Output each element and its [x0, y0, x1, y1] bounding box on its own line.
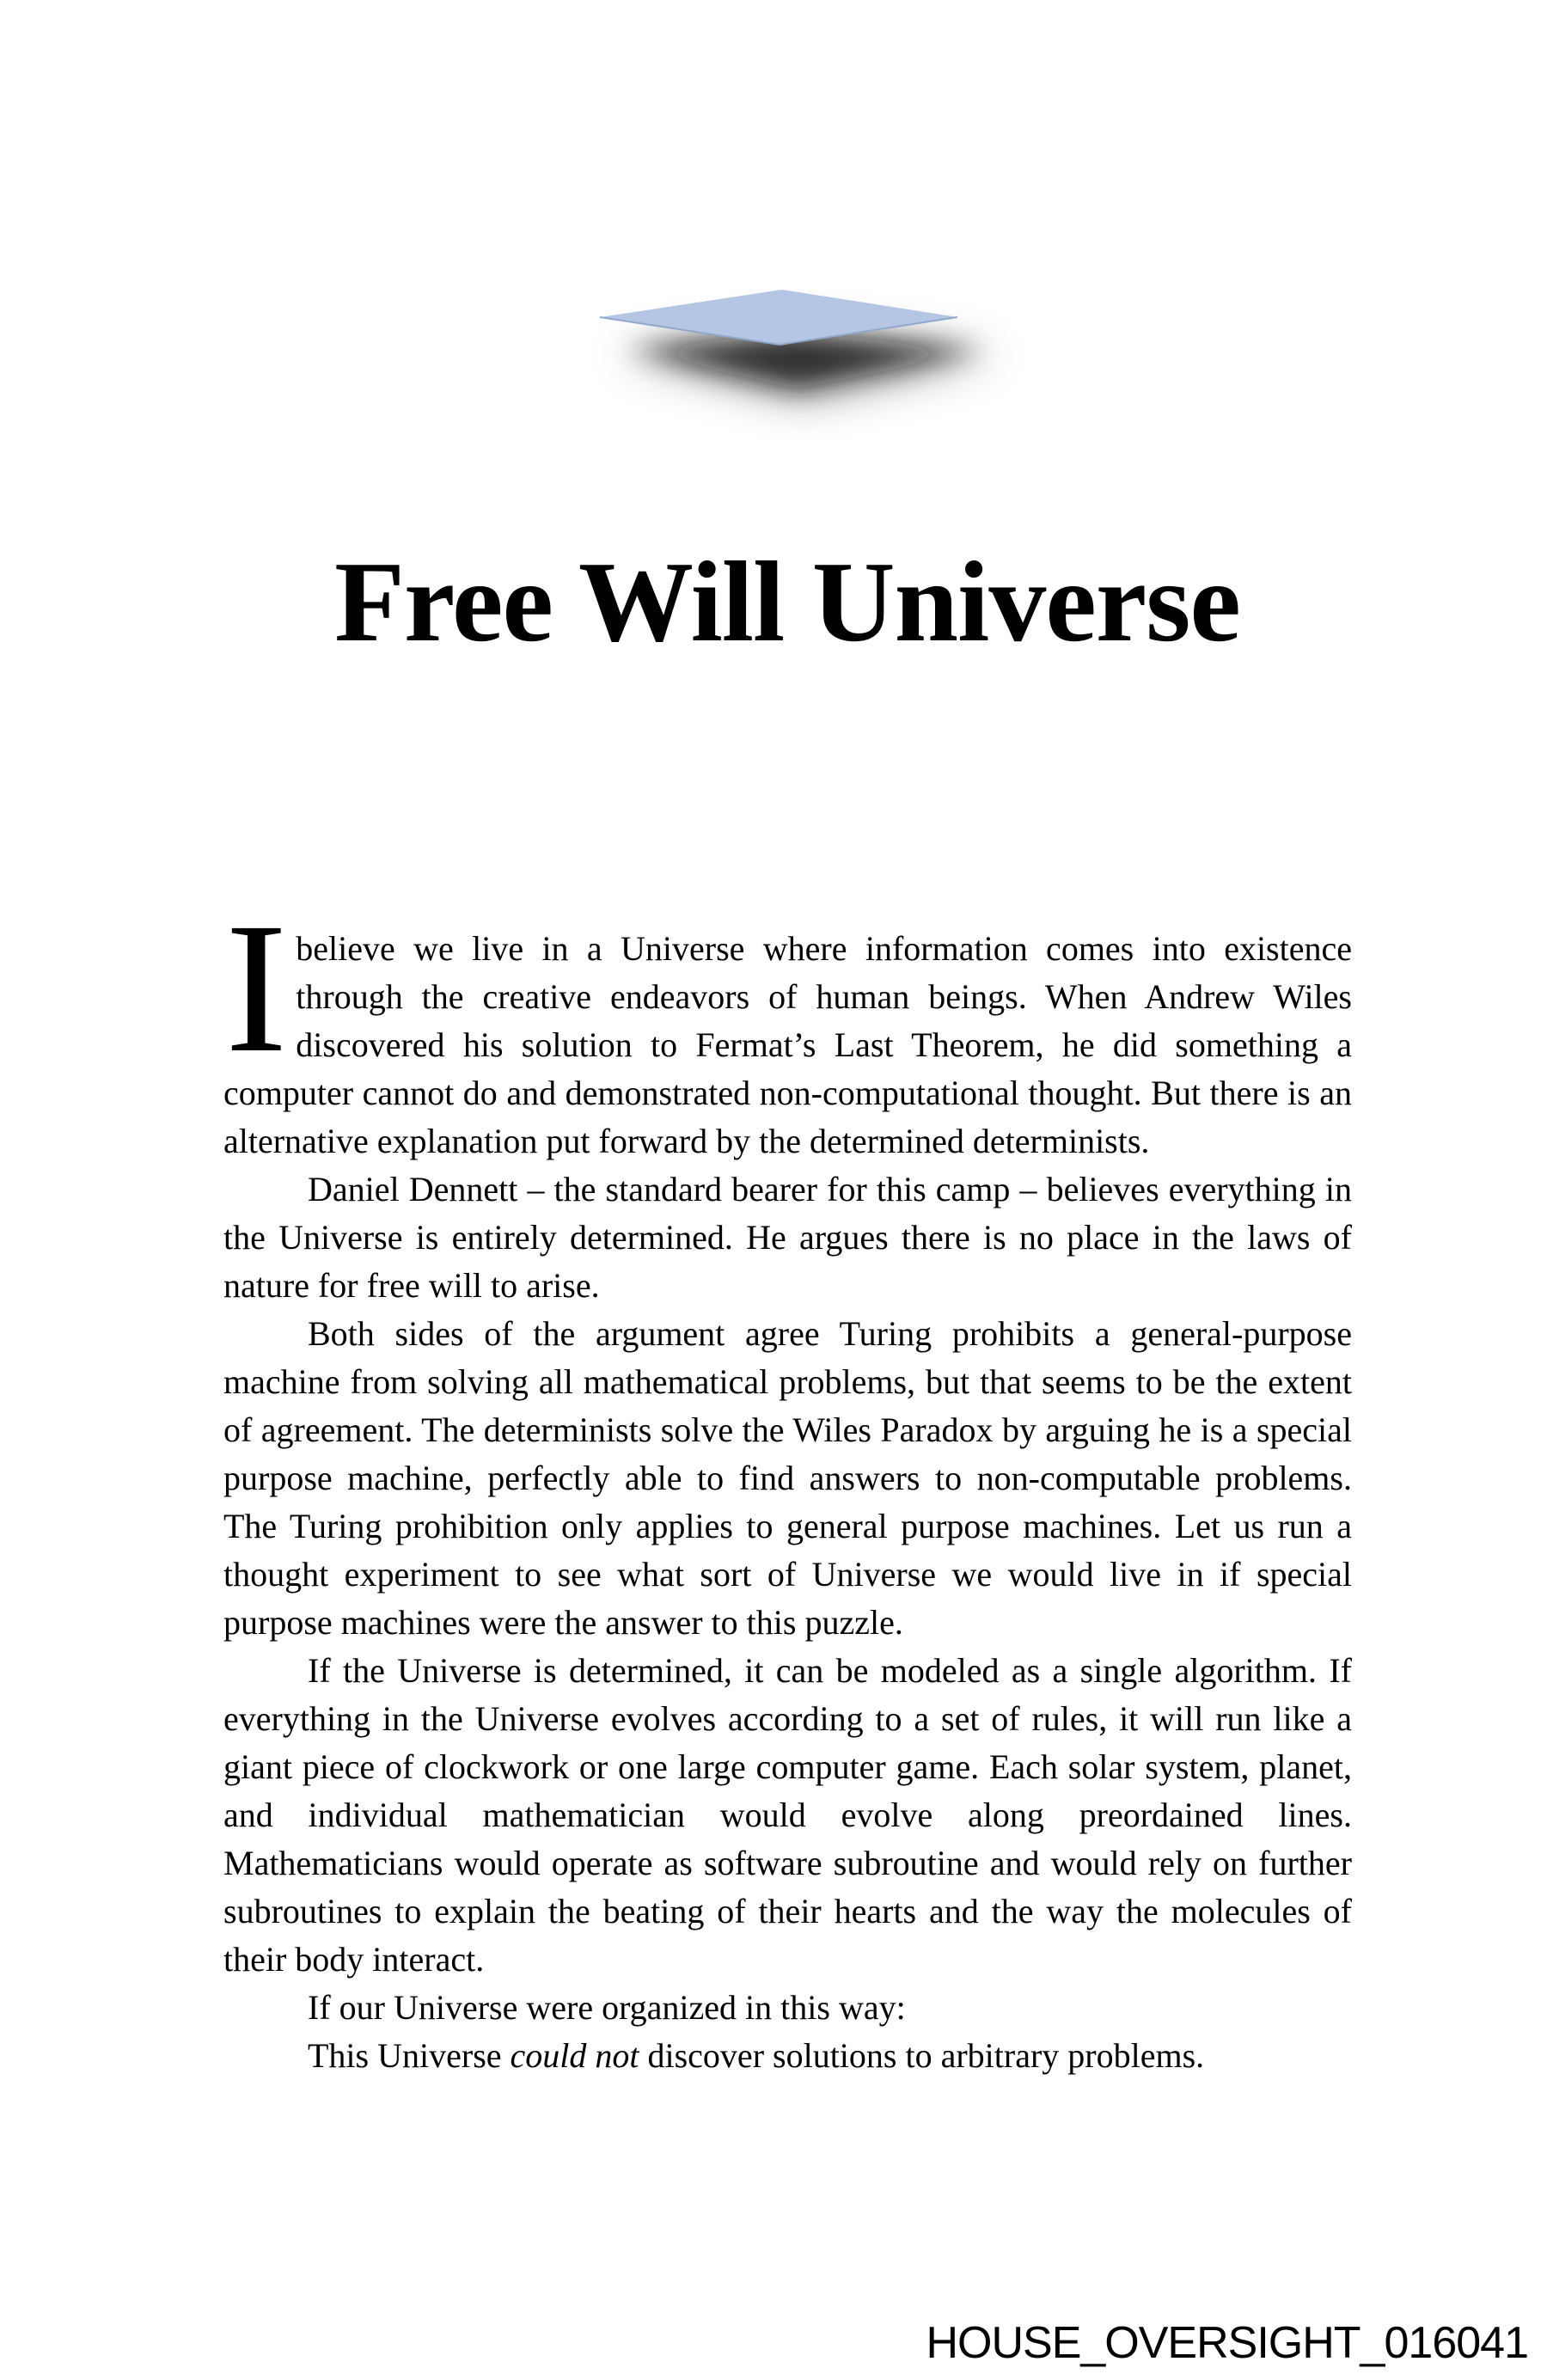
paragraph-6	[223, 2032, 1352, 2080]
article-body	[223, 884, 1352, 2080]
paragraph-4: If the Universe is determined, it can be modeled as a single algorithm. If everything in the Universe evolves according to a set of rules, it will run like a giant piece of clockwork or one large computer game. Each solar system, planet, and individual mathematician would evolve along preordained lines. Mathematicians would operate as software subroutine and would rely on further subroutines to explain the beating of their hearts and the way the molecules of their body interact.	[223, 1651, 1352, 1979]
paragraph-6-tail: discover solutions to arbitrary problems.	[639, 2036, 1205, 2075]
paragraph-1	[223, 884, 1352, 1166]
drop-cap: I	[225, 884, 288, 1091]
paragraph-6-emphasis: could not	[510, 2036, 639, 2075]
paragraph-2: Daniel Dennett – the standard bearer for this camp – believes everything in the Universe is entirely determined. He argues there is no place in the laws of nature for free will to arise.	[223, 1170, 1352, 1305]
paragraph-6-lead: This Universe	[308, 2036, 511, 2075]
diamond-icon	[507, 249, 1057, 447]
diamond-face	[600, 290, 957, 345]
paragraph-3: Both sides of the argument agree Turing prohibits a general-purpose machine from solving all mathematical problems, but that seems to be the extent of agreement. The determinists solve the Wiles Paradox by arguing he is a special purpose machine, perfectly able to find answers to non-computable problems. The Turing prohibition only applies to general purpose machines. Let us run a thought experiment to see what sort of Universe we would live in if special purpose machines were the answer to this puzzle.	[223, 1314, 1352, 1642]
paragraph-1-text: believe we live in a Universe where information comes into existence through the creative endeavors of human beings. When Andrew Wiles discovered his solution to Fermat’s Last Theorem, he did something a computer cannot do and demonstrated non-computational thought. But there is an alternative explanation put forward by the determined determinists.	[223, 929, 1352, 1160]
paragraph-5: If our Universe were organized in this way:	[308, 1988, 906, 2027]
chapter-title: Free Will Universe	[334, 538, 1240, 665]
diamond-ornament	[507, 249, 1057, 447]
bates-stamp: HOUSE_OVERSIGHT_016041	[926, 2318, 1528, 2368]
